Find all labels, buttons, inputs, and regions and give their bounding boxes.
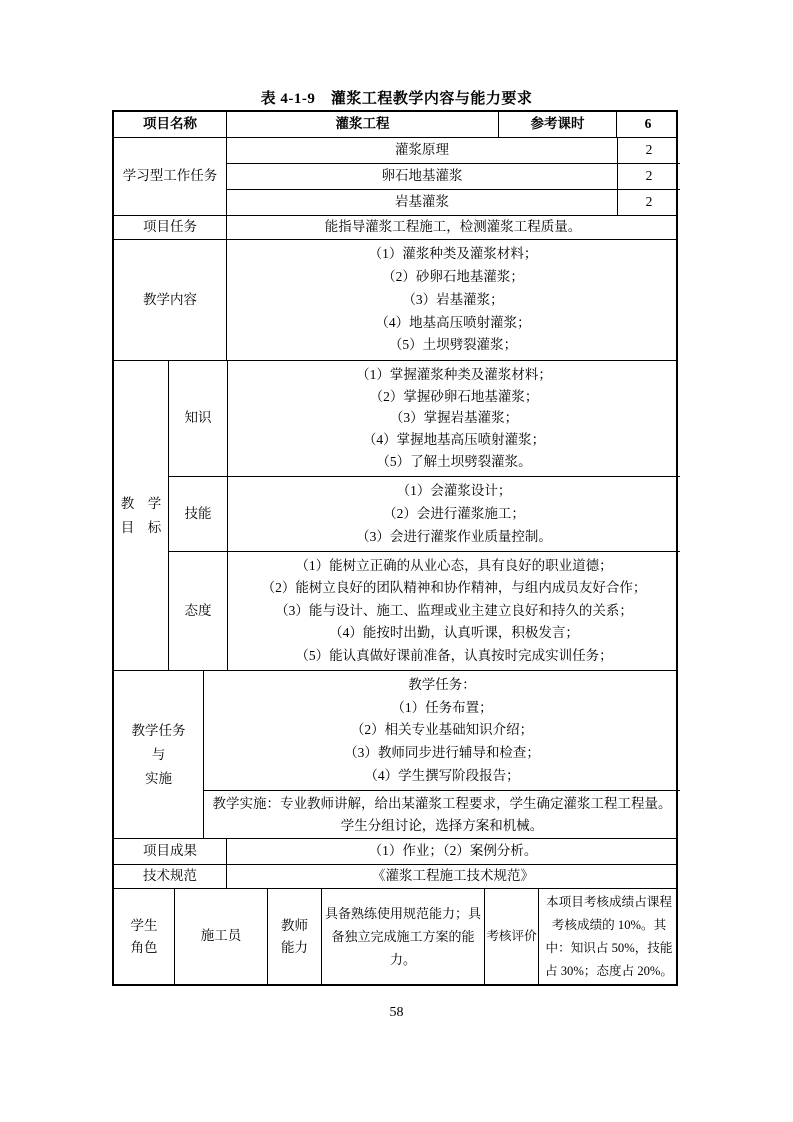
implementation-row [204, 790, 680, 838]
goals-label-line: 目 标 [120, 519, 162, 535]
student-role-label [114, 889, 174, 984]
knowledge-items [227, 361, 680, 476]
course-requirements-table [112, 110, 678, 986]
tasks-implementation-label [114, 671, 203, 838]
project-name-value: 灌浆工程 [226, 112, 498, 137]
project-outcome-value: （1）作业；（2）案例分析。 [226, 839, 679, 864]
teaching-goals-label [114, 361, 168, 670]
attitude-label: 态度 [184, 602, 212, 618]
teaching-content-row [114, 239, 676, 360]
knowledge-item: （2）掌握砂卵石地基灌浆； [369, 388, 539, 404]
tasks-impl-label-line: 教学任务 [131, 722, 186, 738]
project-outcome-label: 项目成果 [143, 843, 197, 859]
attitude-item: （4）能按时出勤，认真听课，积极发言； [329, 625, 579, 641]
teaching-task-line: （4）学生撰写阶段报告； [364, 767, 520, 783]
learning-tasks-section [114, 137, 676, 215]
teaching-goals-section [114, 360, 676, 670]
teacher-ability-value: 具备熟练使用规范能力；具备独立完成施工方案的能力。 [325, 906, 482, 967]
attitude-item: （5）能认真做好课前准备，认真按时完成实训任务； [295, 647, 613, 663]
knowledge-item: （5）了解土坝劈裂灌浆。 [376, 453, 532, 469]
knowledge-item: （1）掌握灌浆种类及灌浆材料； [356, 366, 552, 382]
project-outcome-row [114, 838, 676, 864]
reference-hours-value: 6 [616, 112, 679, 137]
task-name: 卵石地基灌浆 [381, 168, 463, 184]
teaching-content-items [226, 240, 679, 360]
attitude-item: （1）能树立正确的从业心态，具有良好的职业道德； [295, 558, 613, 574]
task-hours: 2 [617, 190, 680, 215]
student-role-label-line: 学生 [130, 917, 158, 933]
teacher-ability-label-line: 教师 [281, 917, 308, 933]
page-number: 58 [389, 1005, 404, 1020]
tasks-implementation-section [114, 670, 676, 838]
task-name: 灌浆原理 [395, 142, 449, 158]
tasks-impl-label-line: 实施 [145, 770, 172, 786]
teaching-task-line: （2）相关专业基础知识介绍； [350, 722, 534, 738]
teacher-ability-value-cell [321, 889, 484, 984]
teaching-task-line: 教学任务： [408, 677, 476, 693]
attitude-row [169, 551, 680, 670]
task-name: 岩基灌浆 [395, 194, 449, 210]
knowledge-item: （3）掌握岩基灌浆； [389, 410, 519, 426]
assessment-label: 考核评价 [484, 889, 538, 984]
knowledge-label: 知识 [184, 410, 212, 426]
teaching-tasks-items [204, 671, 680, 790]
tech-spec-label: 技术规范 [143, 868, 197, 884]
project-task-row [114, 215, 676, 239]
knowledge-item: （4）掌握地基高压喷射灌浆； [362, 432, 546, 448]
content-item: （1）灌浆种类及灌浆材料； [368, 246, 538, 262]
table-title: 表 4-1-9 灌浆工程教学内容与能力要求 [260, 91, 533, 107]
skills-row [169, 476, 680, 551]
tasks-implementation-rows [203, 671, 680, 838]
roles-assessment-row [114, 888, 676, 984]
implementation-cell [204, 791, 680, 838]
assessment-value: 本项目考核成绩占课程考核成绩的 10%。其中：知识占 50%，技能占 30%；态度占 20%。 [544, 894, 674, 978]
goals-label-line: 教 学 [120, 495, 162, 511]
teaching-content-label: 教学内容 [143, 291, 197, 307]
reference-hours-label: 参考课时 [498, 112, 616, 137]
tech-spec-value: 《灌浆工程施工技术规范》 [226, 865, 679, 888]
skills-label: 技能 [184, 505, 212, 521]
content-item: （5）土坝劈裂灌浆； [388, 337, 518, 353]
project-task-label: 项目任务 [143, 219, 197, 235]
content-item: （2）砂卵石地基灌浆； [382, 269, 524, 285]
content-item: （4）地基高压喷射灌浆； [375, 314, 531, 330]
learning-tasks-rows [226, 138, 680, 215]
attitude-items [227, 552, 680, 670]
attitude-item: （3）能与设计、施工、监理或业主建立良好和持久的关系； [275, 602, 633, 618]
tech-spec-row [114, 864, 676, 888]
task-row [227, 138, 680, 163]
teacher-ability-label-line: 能力 [281, 939, 308, 955]
task-hours: 2 [617, 164, 680, 189]
student-role-value: 施工员 [174, 889, 267, 984]
implementation-text: 教学实施：专业教师讲解，给出某灌浆工程要求，学生确定灌浆工程工程量。学生分组讨论，选择方案和机械。 [212, 795, 672, 833]
learning-tasks-label: 学习型工作任务 [122, 168, 218, 184]
task-row [227, 163, 680, 189]
tasks-impl-label-line: 与 [151, 746, 166, 762]
skill-item: （2）会进行灌浆施工； [383, 505, 525, 521]
knowledge-row [169, 361, 680, 476]
teaching-task-line: （1）任务布置； [391, 699, 493, 715]
attitude-item: （2）能树立良好的团队精神和协作精神，与组内成员友好合作； [261, 580, 647, 596]
project-task-value: 能指导灌浆工程施工，检测灌浆工程质量。 [226, 216, 679, 239]
teacher-ability-label [267, 889, 321, 984]
teaching-tasks-row [204, 671, 680, 790]
skills-items [227, 477, 680, 551]
header-row [114, 112, 676, 137]
teaching-task-line: （3）教师同步进行辅导和检查； [344, 744, 540, 760]
task-row [227, 189, 680, 215]
assessment-value-cell [538, 889, 679, 984]
task-hours: 2 [617, 138, 680, 163]
teaching-goals-rows [168, 361, 680, 670]
skill-item: （1）会灌浆设计； [396, 483, 512, 499]
student-role-label-line: 角色 [130, 939, 158, 955]
skill-item: （3）会进行灌浆作业质量控制。 [356, 528, 552, 544]
project-name-label: 项目名称 [143, 116, 197, 132]
content-item: （3）岩基灌浆； [402, 291, 504, 307]
